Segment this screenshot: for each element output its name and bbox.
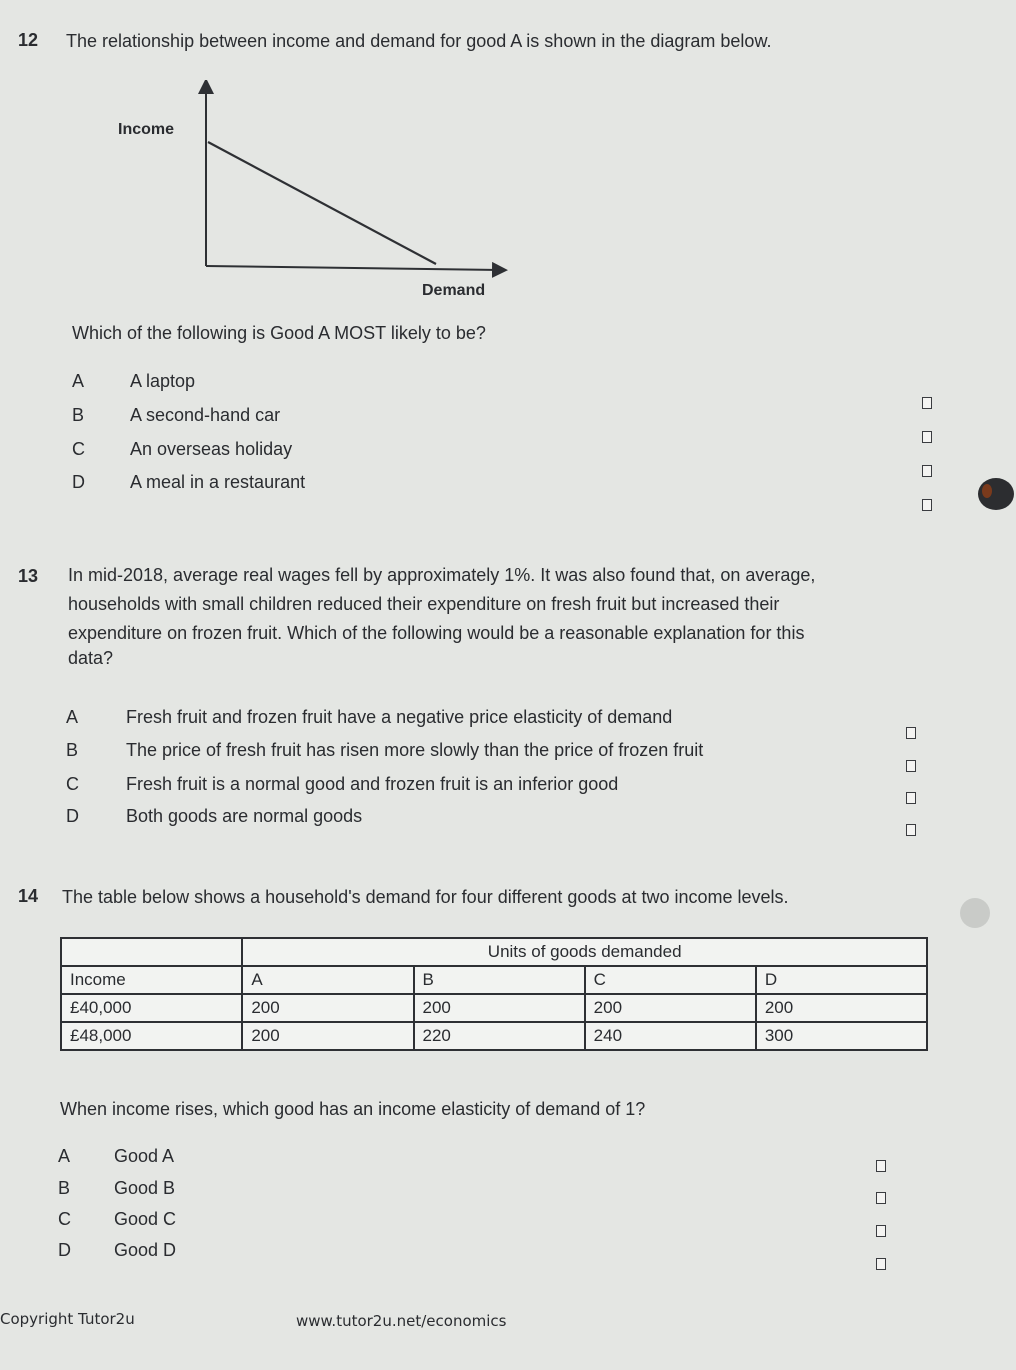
q13-option-c-letter: C (66, 774, 79, 794)
q14-option-c-letter: C (58, 1209, 71, 1229)
table-cell: 300 (756, 1022, 927, 1050)
q14-option-a-text: Good A (114, 1146, 175, 1166)
q12-diagram (100, 80, 520, 305)
footer-copyright: Copyright Tutor2u (0, 1310, 135, 1328)
q14-option-d-checkbox[interactable] (876, 1258, 886, 1270)
q14-option-a-checkbox[interactable] (876, 1160, 886, 1172)
q13-option-d-letter: D (66, 806, 79, 826)
q14-option-c-text: Good C (114, 1209, 177, 1229)
table-corner-cell (61, 938, 242, 966)
q13-option-c-checkbox[interactable] (906, 792, 916, 804)
q13-number: 13 (18, 566, 39, 586)
q13-option-b-text: The price of fresh fruit has risen more slowly than the price of frozen fruit (126, 740, 704, 760)
table-group-header: Units of goods demanded (242, 938, 927, 966)
q14-option-c-checkbox[interactable] (876, 1225, 886, 1237)
x-axis-label: Demand (422, 282, 486, 299)
q13-option-a-letter: A (66, 707, 79, 727)
q12-option-a-letter: A (72, 371, 85, 391)
income-demand-curve (208, 142, 436, 264)
q13-text-line-4: data? (68, 648, 114, 668)
q12-option-d-letter: D (72, 472, 85, 492)
q14-number: 14 (18, 886, 39, 906)
q14-option-b-letter: B (58, 1178, 71, 1198)
table-cell: 240 (585, 1022, 756, 1050)
q12-option-b-text: A second-hand car (130, 405, 281, 425)
q13-option-a-text: Fresh fruit and frozen fruit have a negative price elasticity of demand (126, 707, 673, 727)
q12-option-a-checkbox[interactable] (922, 397, 932, 409)
q12-text: The relationship between income and demand for good A is shown in the diagram below. (66, 31, 772, 51)
q14-option-d-letter: D (58, 1240, 71, 1260)
table-cell: £48,000 (61, 1022, 242, 1050)
q12-option-d-text: A meal in a restaurant (130, 472, 306, 492)
q14-demand-table (60, 937, 928, 1051)
q14-text: The table below shows a household's demand for four different goods at two income levels. (62, 887, 789, 907)
table-cell: 200 (242, 994, 413, 1022)
table-col-a: A (242, 966, 413, 994)
q12-number: 12 (18, 30, 39, 50)
q12-option-c-letter: C (72, 439, 85, 459)
table-cell: 200 (585, 994, 756, 1022)
q13-option-b-checkbox[interactable] (906, 760, 916, 772)
footer-url[interactable]: www.tutor2u.net/economics (296, 1312, 507, 1330)
q12-option-c-text: An overseas holiday (130, 439, 293, 459)
q13-text-line-2: households with small children reduced their expenditure on fresh fruit but increased their (68, 594, 780, 614)
q13-option-a-checkbox[interactable] (906, 727, 916, 739)
q14-option-b-text: Good B (114, 1178, 176, 1198)
table-cell: 220 (414, 1022, 585, 1050)
table-col-d: D (756, 966, 927, 994)
q12-option-c-checkbox[interactable] (922, 465, 932, 477)
page-hole-highlight (982, 484, 992, 498)
table-cell: 200 (756, 994, 927, 1022)
q12-option-b-checkbox[interactable] (922, 431, 932, 443)
table-column-row (61, 966, 927, 994)
table-header-row (61, 938, 927, 966)
x-axis (206, 266, 500, 270)
table-cell: £40,000 (61, 994, 242, 1022)
q12-prompt: Which of the following is Good A MOST likely to be? (72, 323, 486, 343)
q12-option-d-checkbox[interactable] (922, 499, 932, 511)
y-axis-label: Income (118, 121, 175, 138)
table-col-income: Income (61, 966, 242, 994)
table-cell: 200 (242, 1022, 413, 1050)
q13-option-c-text: Fresh fruit is a normal good and frozen fruit is an inferior good (126, 774, 619, 794)
q14-prompt: When income rises, which good has an income elasticity of demand of 1? (60, 1099, 646, 1119)
table-col-b: B (414, 966, 585, 994)
q13-option-b-letter: B (66, 740, 79, 760)
table-row (61, 994, 927, 1022)
q12-option-a-text: A laptop (130, 371, 196, 391)
q14-option-d-text: Good D (114, 1240, 177, 1260)
q13-text-line-1: In mid-2018, average real wages fell by approximately 1%. It was also found that, on average, (68, 565, 816, 585)
q13-option-d-text: Both goods are normal goods (126, 806, 363, 826)
table-col-c: C (585, 966, 756, 994)
page-hole-mark-2 (960, 898, 990, 928)
q14-option-a-letter: A (58, 1146, 71, 1166)
table-cell: 200 (414, 994, 585, 1022)
table-row (61, 1022, 927, 1050)
q12-option-b-letter: B (72, 405, 85, 425)
q13-text-line-3: expenditure on frozen fruit. Which of the following would be a reasonable explanation for this (68, 623, 805, 643)
q13-option-d-checkbox[interactable] (906, 824, 916, 836)
q14-option-b-checkbox[interactable] (876, 1192, 886, 1204)
